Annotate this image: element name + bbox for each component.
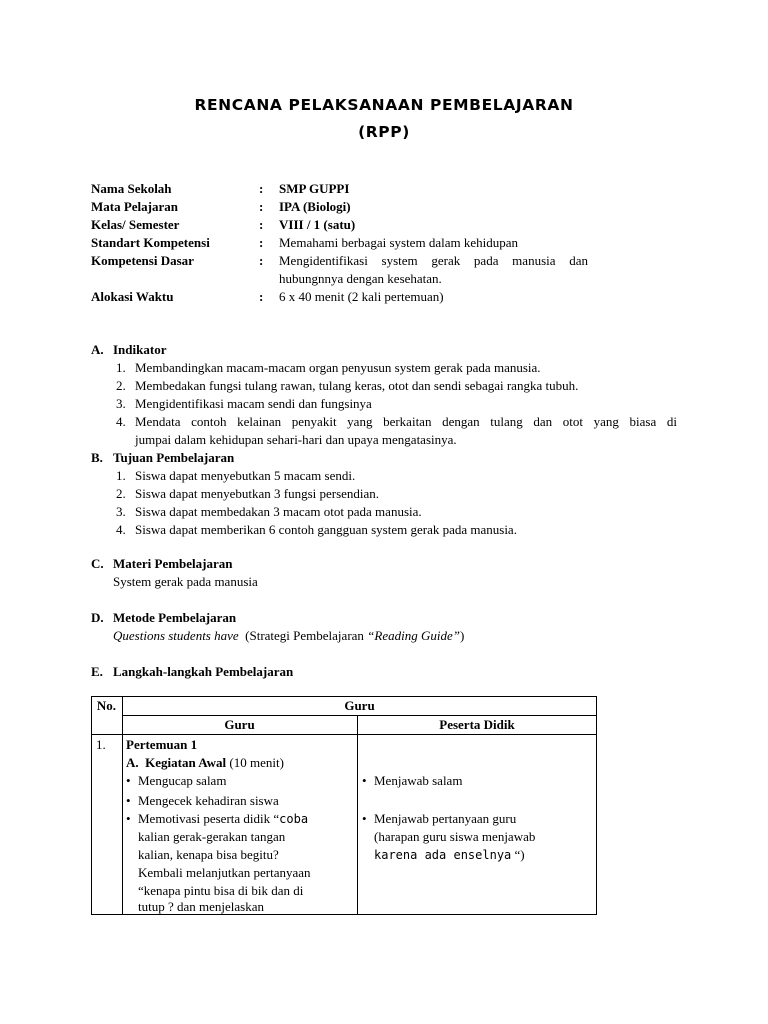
info-label: Nama Sekolah	[91, 181, 172, 196]
section-c-body: System gerak pada manusia	[113, 574, 258, 589]
section-title: Metode Pembelajaran	[113, 610, 237, 625]
section-letter: E.	[91, 664, 103, 679]
list-item	[116, 395, 372, 413]
bullet-dot: •	[362, 811, 367, 826]
list-text: Siswa dapat membedakan 3 macam otot pada manusia.	[135, 504, 422, 519]
expected-answer: karena ada enselnya	[374, 848, 512, 862]
bullet-dot: •	[126, 793, 131, 808]
list-item	[116, 485, 379, 503]
table-row-number: 1.	[96, 737, 106, 752]
teacher-step-cont: kalian gerak-gerakan tangan	[138, 829, 286, 844]
student-step-cont: (harapan guru siswa menjawab	[374, 829, 536, 844]
table-header-peserta: Peserta Didik	[439, 717, 515, 732]
list-text: Membandingkan macam-macam organ penyusun system gerak pada manusia.	[135, 360, 541, 375]
section-d-heading	[91, 609, 236, 627]
activity-heading	[126, 754, 284, 772]
table-border-bottom	[91, 914, 597, 915]
method-close: )	[459, 628, 465, 643]
list-item-cont	[135, 431, 457, 449]
list-number: 1.	[116, 468, 126, 483]
table-header-guru: Guru	[224, 717, 255, 732]
document-title: RENCANA PELAKSANAAN PEMBELAJARAN	[194, 96, 574, 114]
list-number: 3.	[116, 504, 126, 519]
teacher-step-text: Mengucap salam	[138, 773, 227, 788]
list-item	[116, 413, 677, 431]
teacher-step-cont: tutup ? dan menjelaskan	[138, 899, 264, 914]
list-number: 1.	[116, 360, 126, 375]
motivation-text: Memotivasi peserta didik “	[138, 811, 280, 826]
info-colon: :	[259, 253, 264, 268]
info-value: VIII / 1 (satu)	[279, 217, 356, 232]
bullet-dot: •	[126, 773, 131, 788]
info-colon: :	[259, 217, 264, 232]
list-number: 2.	[116, 486, 126, 501]
info-value: 6 x 40 menit (2 kali pertemuan)	[279, 289, 444, 304]
list-text: Siswa dapat menyebutkan 5 macam sendi.	[135, 468, 356, 483]
motivation-quote: coba	[279, 812, 309, 826]
list-text: Mengidentifikasi macam sendi dan fungsinya	[135, 396, 372, 411]
section-e-heading	[91, 663, 293, 681]
document-subtitle: (RPP)	[358, 123, 410, 141]
list-text-line1: Mendata contoh kelainan penyakit yang berkaitan dengan tulang dan otot yang biasa di	[135, 414, 677, 429]
section-d-body	[113, 627, 464, 645]
bullet-dot: •	[362, 773, 367, 788]
expected-answer-end: “)	[511, 847, 525, 862]
table-header-group: Guru	[344, 698, 375, 713]
section-letter: D.	[91, 610, 104, 625]
info-colon: :	[259, 181, 264, 196]
section-title: Indikator	[113, 342, 167, 357]
list-number: 2.	[116, 378, 126, 393]
info-value: IPA (Biologi)	[279, 199, 351, 214]
section-title: Tujuan Pembelajaran	[113, 450, 235, 465]
meeting-label: Pertemuan 1	[126, 737, 198, 752]
bullet-dot: •	[126, 811, 131, 826]
section-title: Materi Pembelajaran	[113, 556, 233, 571]
info-colon: :	[259, 235, 264, 250]
teacher-step-cont: Kembali melanjutkan pertanyaan	[138, 865, 311, 880]
student-step-text: Menjawab salam	[374, 773, 463, 788]
list-item	[116, 503, 422, 521]
teacher-step-cont: “kenapa pintu bisa di bik dan di	[138, 883, 304, 898]
info-label: Standart Kompetensi	[91, 235, 210, 250]
student-step-cont	[374, 846, 525, 864]
info-label: Mata Pelajaran	[91, 199, 179, 214]
list-text-line2: jumpai dalam kehidupan sehari-hari dan upaya mengatasinya.	[135, 432, 457, 447]
teacher-step-text-line1	[138, 810, 368, 828]
info-label: Alokasi Waktu	[91, 289, 174, 304]
table-line-header-bottom	[91, 734, 597, 735]
method-strategy: “Reading Guide”	[367, 628, 460, 643]
info-colon: :	[259, 199, 264, 214]
info-value: Memahami berbagai system dalam kehidupan	[279, 235, 518, 250]
list-text: Membedakan fungsi tulang rawan, tulang keras, otot dan sendi sebagai rangka tubuh.	[135, 378, 579, 393]
info-label: Kelas/ Semester	[91, 217, 180, 232]
method-italic: Questions students have	[113, 628, 239, 643]
list-number: 4.	[116, 414, 126, 429]
section-letter: C.	[91, 556, 104, 571]
list-number: 3.	[116, 396, 126, 411]
method-text: (Strategi Pembelajaran	[238, 628, 368, 643]
section-letter: A.	[91, 342, 104, 357]
teacher-step-text: Mengecek kehadiran siswa	[138, 793, 279, 808]
info-value-line2: hubungnnya dengan kesehatan.	[279, 271, 442, 286]
info-label: Kompetensi Dasar	[91, 253, 194, 268]
activity-duration: (10 menit)	[226, 755, 284, 770]
list-number: 4.	[116, 522, 126, 537]
steps-table	[91, 696, 597, 915]
section-a-heading	[91, 341, 166, 359]
list-item	[116, 467, 355, 485]
info-colon: :	[259, 289, 264, 304]
info-value-line1: Mengidentifikasi system gerak pada manusia dan	[279, 253, 588, 268]
list-item	[116, 359, 541, 377]
table-header-no: No.	[96, 698, 117, 713]
section-title: Langkah-langkah Pembelajaran	[113, 664, 294, 679]
teacher-step-cont: kalian, kenapa bisa begitu?	[138, 847, 279, 862]
list-text: Siswa dapat menyebutkan 3 fungsi persendian.	[135, 486, 380, 501]
section-c-heading	[91, 555, 232, 573]
info-value: SMP GUPPI	[279, 181, 350, 196]
activity-label: A. Kegiatan Awal	[126, 755, 227, 770]
list-text: Siswa dapat memberikan 6 contoh gangguan system gerak pada manusia.	[135, 522, 517, 537]
section-letter: B.	[91, 450, 103, 465]
section-b-heading	[91, 449, 234, 467]
list-item	[116, 377, 578, 395]
table-border-left	[91, 696, 92, 915]
list-item	[116, 521, 517, 539]
student-step-text: Menjawab pertanyaan guru	[374, 811, 517, 826]
